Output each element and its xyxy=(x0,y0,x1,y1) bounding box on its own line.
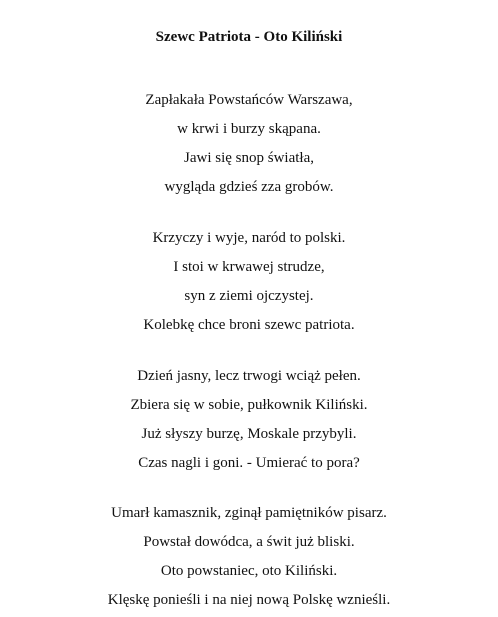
stanza-1 xyxy=(0,86,498,202)
poem-line: syn z ziemi ojczystej. xyxy=(184,288,314,304)
poem-line: Jawi się snop światła, xyxy=(184,150,314,166)
poem-line: Oto powstaniec, oto Kiliński. xyxy=(160,563,338,579)
poem-line: Zapłakała Powstańców Warszawa, xyxy=(145,92,353,108)
poem-line: Kolebkę chce broni szewc patriota. xyxy=(143,317,355,333)
poem-title: Szewc Patriota - Oto Kiliński xyxy=(155,29,343,45)
poem-line: Czas nagli i goni. - Umierać to pora? xyxy=(138,455,360,471)
stanza-2 xyxy=(0,224,498,340)
poem-line: Dzień jasny, lecz trwogi wciąż pełen. xyxy=(137,368,361,384)
poem-line: wygląda gdzieś zza grobów. xyxy=(164,179,334,195)
poem-line: Zbiera się w sobie, pułkownik Kiliński. xyxy=(130,397,368,413)
poem-line: Umarł kamasznik, zginął pamiętników pisarz. xyxy=(111,505,387,521)
poem-line: w krwi i burzy skąpana. xyxy=(177,121,321,137)
stanza-3 xyxy=(0,362,498,478)
poem-line: I stoi w krwawej strudze, xyxy=(173,259,325,275)
poem-line: Już słyszy burzę, Moskale przybyli. xyxy=(141,426,357,442)
stanza-4 xyxy=(0,499,498,615)
poem-line: Powstał dowódca, a świt już bliski. xyxy=(143,534,355,550)
poem-line: Krzyczy i wyje, naród to polski. xyxy=(152,230,346,246)
poem-line: Klęskę ponieśli i na niej nową Polskę wznieśli. xyxy=(107,592,391,608)
